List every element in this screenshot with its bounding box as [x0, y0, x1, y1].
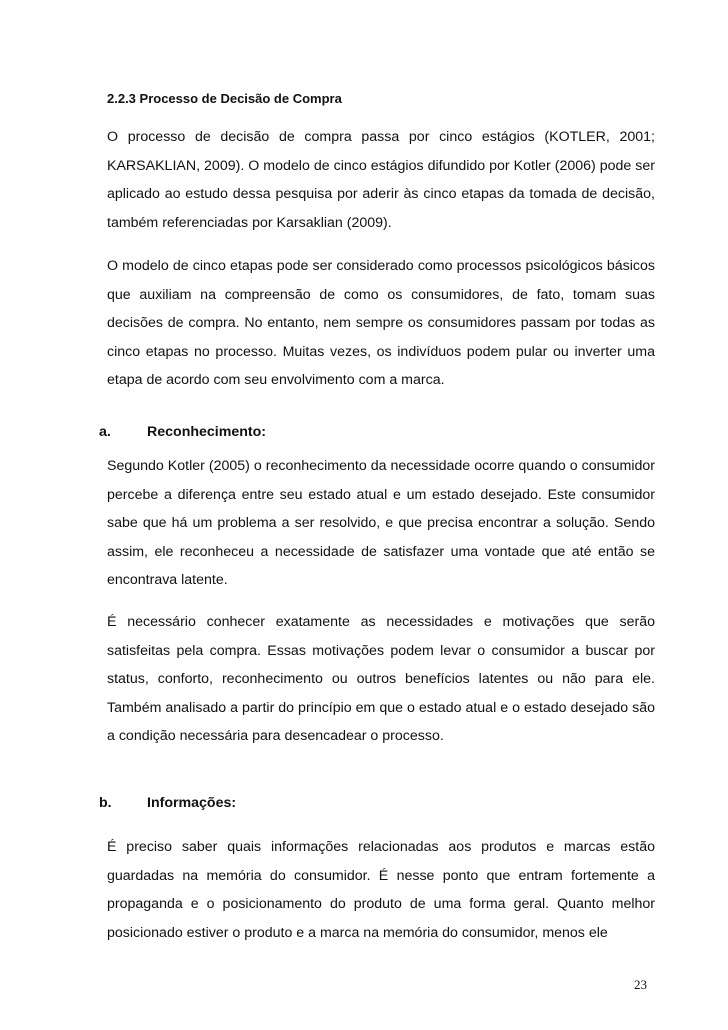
- page-number: 23: [634, 977, 647, 992]
- subsection-b-title: Informações:: [147, 795, 237, 811]
- subsection-a-title: Reconhecimento:: [147, 424, 267, 440]
- intro-paragraph-1: O processo de decisão de compra passa por cinco estágios (KOTLER, 2001; KARSAKLIAN, 2009). O modelo de cinco estágios difundido por Kotler (2006) pode ser aplicado ao estudo dessa pesquisa por aderir às cinco etapas da tomada de decisão, também referenciadas por Karsaklian (2009).: [107, 129, 655, 231]
- subsection-a-heading: [99, 424, 266, 440]
- subsection-a-paragraph-1: Segundo Kotler (2005) o reconhecimento da necessidade ocorre quando o consumidor percebe a diferença entre seu estado atual e um estado desejado. Este consumidor sabe que há um problema a ser resolvido, e que precisa encontrar a solução. Sendo assim, ele reconheceu a necessidade de satisfazer uma vontade que até então se encontrava latente.: [107, 458, 655, 588]
- subsection-a-paragraph-2: É necessário conhecer exatamente as necessidades e motivações que serão satisfeitas pela compra. Essas motivações podem levar o consumidor a buscar por status, conforto, reconhecimento ou outros benefícios latentes ou não para ele. Também analisado a partir do princípio em que o estado atual e o estado desejado são a condição necessária para desencadear o processo.: [107, 614, 655, 744]
- subsection-b-heading: [99, 795, 236, 811]
- section-heading: 2.2.3 Processo de Decisão de Compra: [107, 91, 342, 106]
- subsection-b-paragraph-1: É preciso saber quais informações relacionadas aos produtos e marcas estão guardadas na memória do consumidor. É nesse ponto que entram fortemente a propaganda e o posicionamento do produto de uma forma geral. Quanto melhor posicionado estiver o produto e a marca na memória do consumidor, menos ele: [107, 839, 655, 941]
- intro-paragraph-2: O modelo de cinco etapas pode ser considerado como processos psicológicos básicos que auxiliam na compreensão de como os consumidores, de fato, tomam suas decisões de compra. No entanto, nem sempre os consumidores passam por todas as cinco etapas no processo. Muitas vezes, os indivíduos podem pular ou inverter uma etapa de acordo com seu envolvimento com a marca.: [107, 258, 655, 388]
- subsection-a-letter: a.: [99, 424, 111, 440]
- subsection-b-letter: b.: [99, 795, 112, 811]
